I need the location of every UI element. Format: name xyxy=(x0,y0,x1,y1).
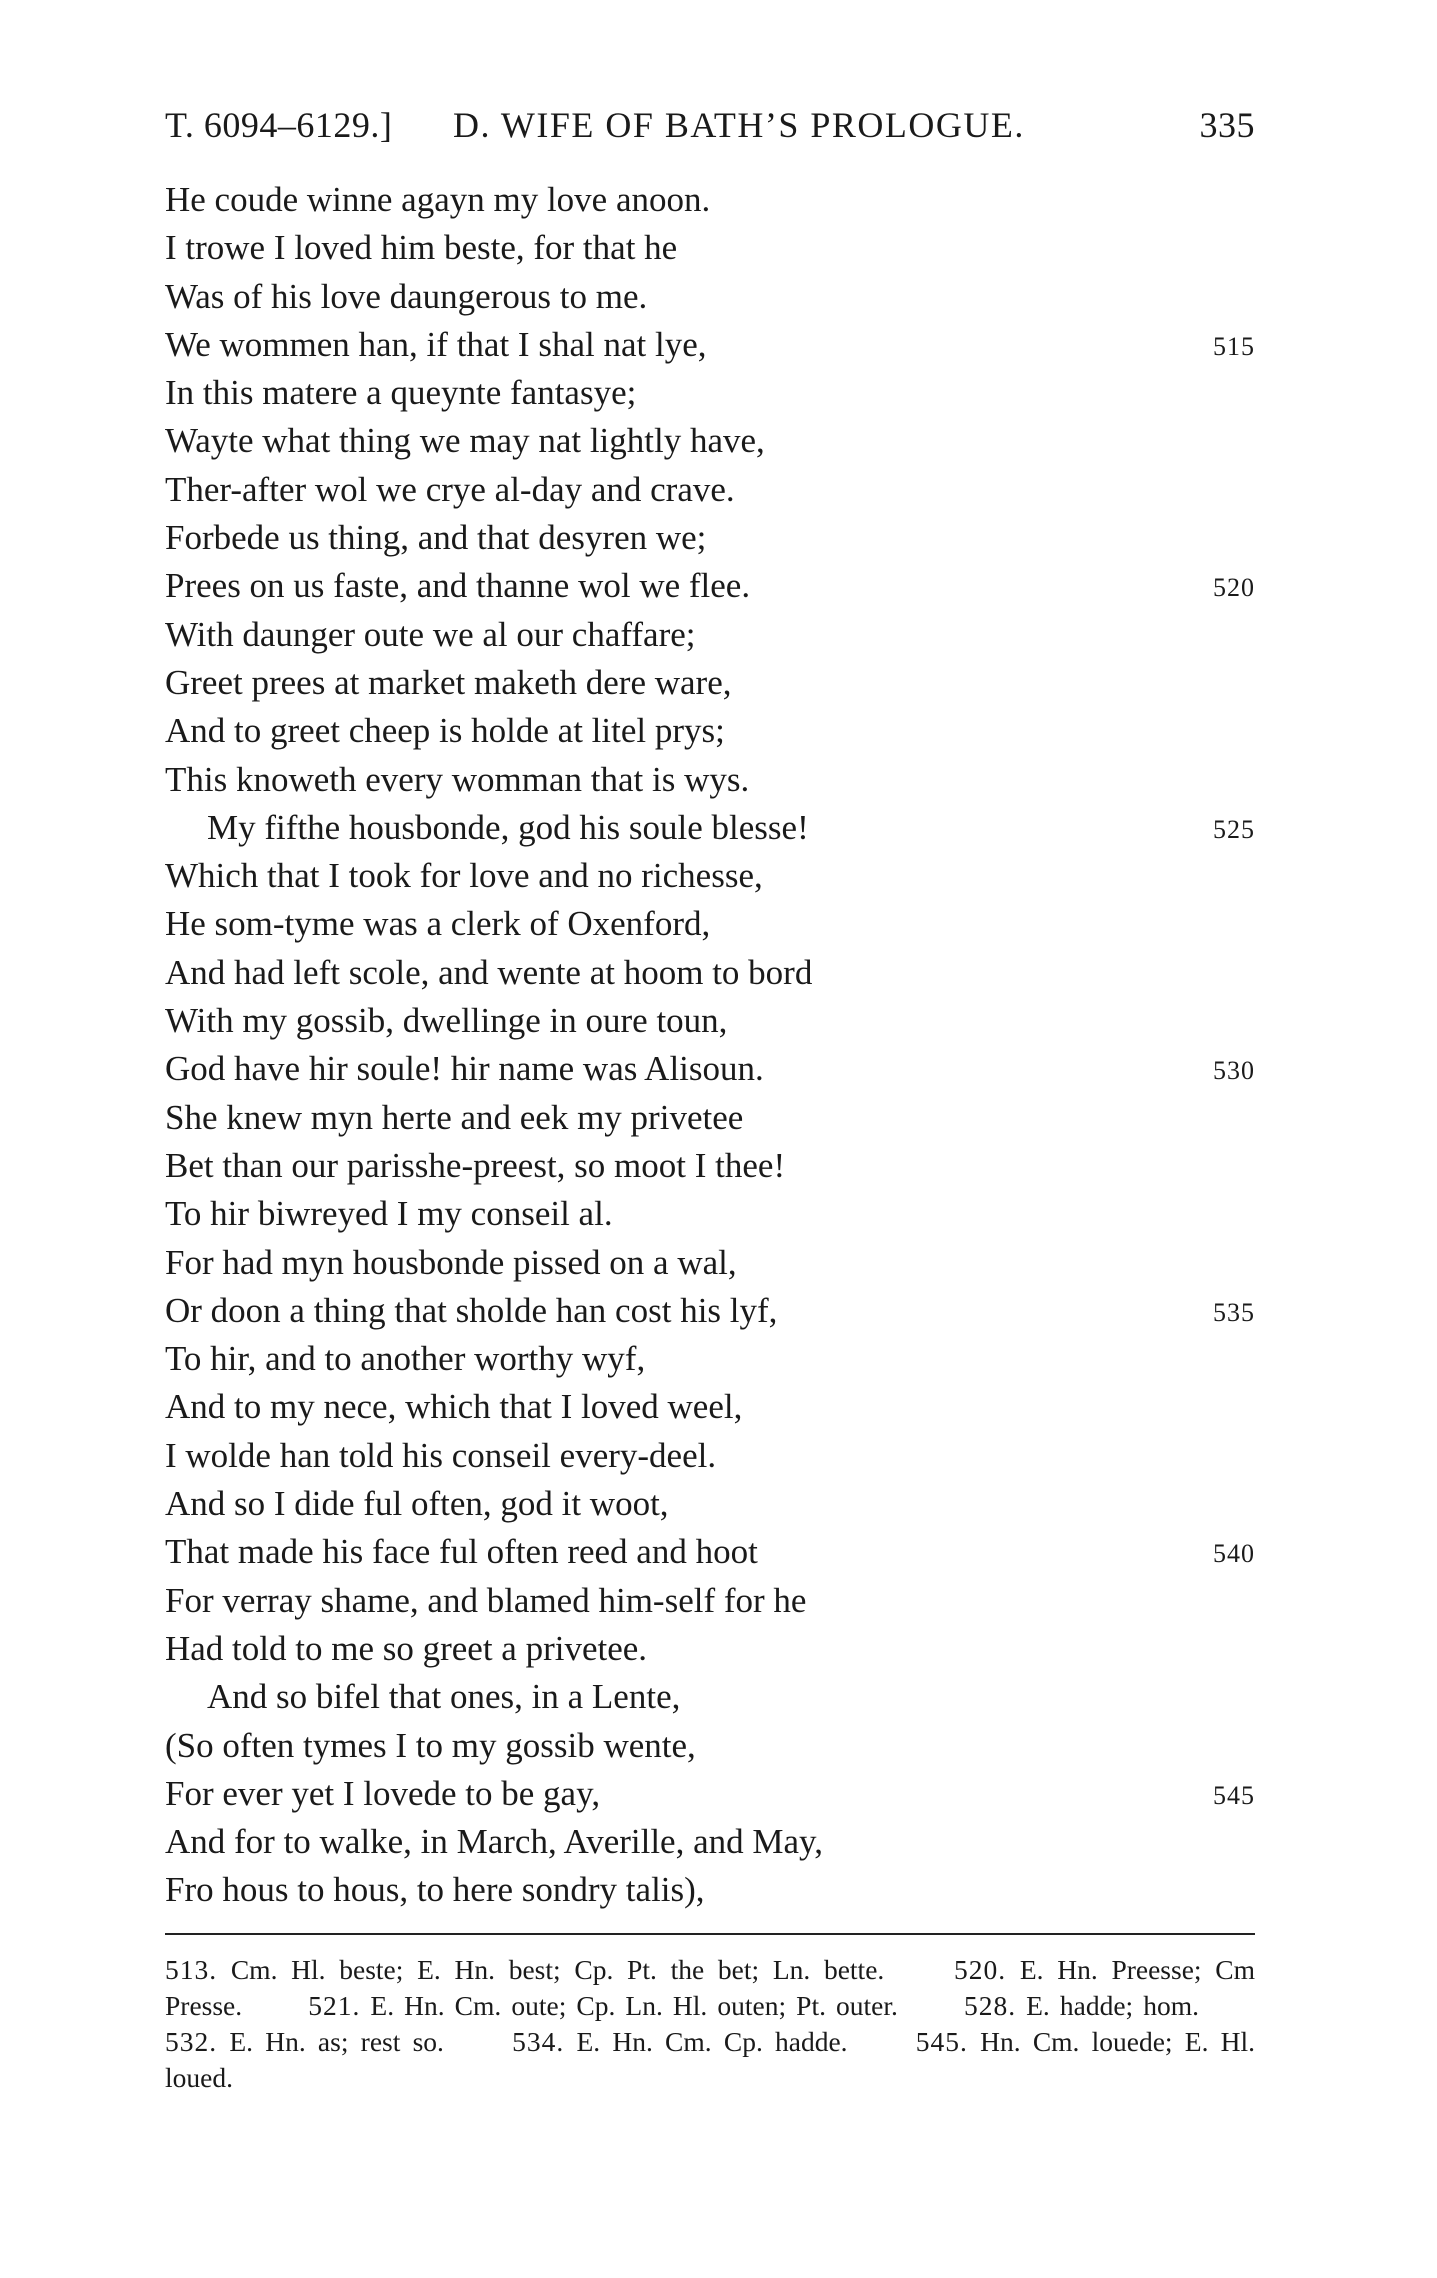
note-text: Hn. Cm. louede; E. Hl. loued. xyxy=(165,2026,1256,2093)
verse-line xyxy=(165,997,1255,1045)
poem-text xyxy=(165,176,1255,1915)
verse-line-text: Had told to me so greet a privetee. xyxy=(165,1628,648,1668)
verse-line xyxy=(165,804,1255,852)
verse-line-text: For ever yet I lovede to be gay, xyxy=(165,1773,601,1813)
verse-line xyxy=(165,1722,1255,1770)
verse-line xyxy=(165,659,1255,707)
verse-line xyxy=(165,852,1255,900)
verse-line xyxy=(165,1094,1255,1142)
verse-line xyxy=(165,1818,1255,1866)
verse-line xyxy=(165,611,1255,659)
verse-line-text: Forbede us thing, and that desyren we; xyxy=(165,518,707,558)
verse-line xyxy=(165,1432,1255,1480)
verse-line-text: We wommen han, if that I shal nat lye, xyxy=(165,324,707,364)
verse-line xyxy=(165,1287,1255,1335)
textual-note xyxy=(512,2026,847,2057)
verse-line xyxy=(165,417,1255,465)
textual-note xyxy=(964,1990,1199,2021)
verse-line-text: In this matere a queynte fantasye; xyxy=(165,373,637,413)
verse-line xyxy=(165,1673,1255,1721)
verse-line-text: He coude winne agayn my love anoon. xyxy=(165,180,711,219)
verse-line xyxy=(165,900,1255,948)
textual-note xyxy=(165,2026,444,2057)
line-number: 540 xyxy=(1213,1539,1255,1569)
verse-line-text: I wolde han told his conseil every-deel. xyxy=(165,1435,717,1475)
section-title: D. WIFE OF BATH’S PROLOGUE. xyxy=(453,105,1025,145)
verse-line-text: And had left scole, and wente at hoom to bord xyxy=(165,952,813,992)
verse-line-text: Which that I took for love and no richesse, xyxy=(165,856,763,896)
verse-line xyxy=(165,1528,1255,1576)
verse-line xyxy=(165,514,1255,562)
verse-line xyxy=(165,1239,1255,1287)
verse-line-text: God have hir soule! hir name was Alisoun. xyxy=(165,1049,764,1089)
verse-line xyxy=(165,1480,1255,1528)
verse-line xyxy=(165,1625,1255,1673)
verse-line xyxy=(165,176,1255,224)
verse-line-text: Fro hous to hous, to here sondry talis), xyxy=(165,1870,705,1910)
verse-line-text: Ther-after wol we crye al-day and crave. xyxy=(165,469,735,509)
line-number: 535 xyxy=(1213,1297,1255,1327)
verse-line-text: And to my nece, which that I loved weel, xyxy=(165,1387,743,1427)
footnote-divider xyxy=(165,1933,1255,1935)
verse-line xyxy=(165,273,1255,321)
line-number: 530 xyxy=(1213,1056,1255,1086)
line-number: 545 xyxy=(1213,1780,1255,1810)
verse-line-text: This knoweth every womman that is wys. xyxy=(165,759,750,799)
verse-line xyxy=(165,224,1255,272)
verse-line xyxy=(165,1045,1255,1093)
verse-line-text: Was of his love daungerous to me. xyxy=(165,276,648,316)
page-number: 335 xyxy=(1199,105,1255,145)
verse-line-text: And so bifel that ones, in a Lente, xyxy=(207,1677,681,1717)
verse-line-text: My fifthe housbonde, god his soule blesse! xyxy=(207,807,809,847)
verse-line xyxy=(165,321,1255,369)
verse-line-text: I trowe I loved him beste, for that he xyxy=(165,228,678,268)
verse-line-text: Prees on us faste, and thanne wol we flee. xyxy=(165,566,751,606)
verse-line-text: Or doon a thing that sholde han cost his lyf, xyxy=(165,1290,778,1330)
line-number: 525 xyxy=(1213,814,1255,844)
verse-line-text: For had myn housbonde pissed on a wal, xyxy=(165,1242,737,1282)
note-text: E. Hn. as; rest so. xyxy=(229,2026,444,2057)
note-line-number: 532. xyxy=(165,2026,218,2057)
verse-line-text: With my gossib, dwellinge in oure toun, xyxy=(165,1001,728,1041)
note-line-number: 521. xyxy=(308,1990,361,2021)
note-line-number: 534. xyxy=(512,2026,565,2057)
verse-line xyxy=(165,1190,1255,1238)
verse-line xyxy=(165,1335,1255,1383)
verse-line xyxy=(165,1383,1255,1431)
verse-line xyxy=(165,949,1255,997)
verse-line-text: Bet than our parisshe-preest, so moot I thee! xyxy=(165,1145,786,1185)
verse-line-text: Greet prees at market maketh dere ware, xyxy=(165,662,732,702)
verse-line xyxy=(165,1577,1255,1625)
verse-line-text: Wayte what thing we may nat lightly have, xyxy=(165,421,765,461)
verse-line-text: (So often tymes I to my gossib wente, xyxy=(165,1725,696,1765)
verse-line-text: She knew myn herte and eek my privetee xyxy=(165,1097,744,1137)
verse-line-text: For verray shame, and blamed him-self for he xyxy=(165,1580,807,1620)
note-line-number: 513. xyxy=(165,1954,218,1985)
verse-line-text: That made his face ful often reed and hoot xyxy=(165,1532,758,1572)
verse-line xyxy=(165,1142,1255,1190)
verse-line-text: He som-tyme was a clerk of Oxenford, xyxy=(165,904,711,944)
verse-line xyxy=(165,707,1255,755)
verse-line xyxy=(165,466,1255,514)
verse-line-text: To hir, and to another worthy wyf, xyxy=(165,1339,646,1379)
note-text: E. Hn. Preesse; Cm Presse. xyxy=(165,1954,1256,2021)
verse-line xyxy=(165,562,1255,610)
verse-line xyxy=(165,369,1255,417)
verse-line-text: And for to walke, in March, Averille, and May, xyxy=(165,1822,824,1862)
verse-line xyxy=(165,1866,1255,1914)
verse-line xyxy=(165,1770,1255,1818)
note-line-number: 528. xyxy=(963,1990,1017,2021)
line-reference: T. 6094–6129.] xyxy=(165,105,393,145)
verse-line xyxy=(165,756,1255,804)
verse-line-text: And so I dide ful often, god it woot, xyxy=(165,1484,669,1524)
note-line-number: 520. xyxy=(954,1954,1007,1985)
line-number: 520 xyxy=(1213,573,1255,603)
note-text: E. Hn. Cm. Cp. hadde. xyxy=(576,2026,848,2057)
note-text: Cm. Hl. beste; E. Hn. best; Cp. Pt. the bet; Ln. bette. xyxy=(230,1954,885,1985)
textual-note xyxy=(308,1990,898,2021)
verse-line-text: And to greet cheep is holde at litel prys; xyxy=(165,711,725,751)
verse-line-text: With daunger oute we al our chaffare; xyxy=(165,614,696,654)
note-line-number: 545. xyxy=(915,2026,968,2057)
note-text: E. hadde; hom. xyxy=(1026,1990,1199,2021)
line-number: 515 xyxy=(1213,331,1255,361)
note-text: E. Hn. Cm. oute; Cp. Ln. Hl. outen; Pt. outer. xyxy=(370,1990,898,2021)
textual-note xyxy=(165,1954,884,1985)
running-header xyxy=(165,96,1255,156)
verse-line-text: To hir biwreyed I my conseil al. xyxy=(165,1194,613,1234)
textual-notes xyxy=(165,1952,1255,2096)
